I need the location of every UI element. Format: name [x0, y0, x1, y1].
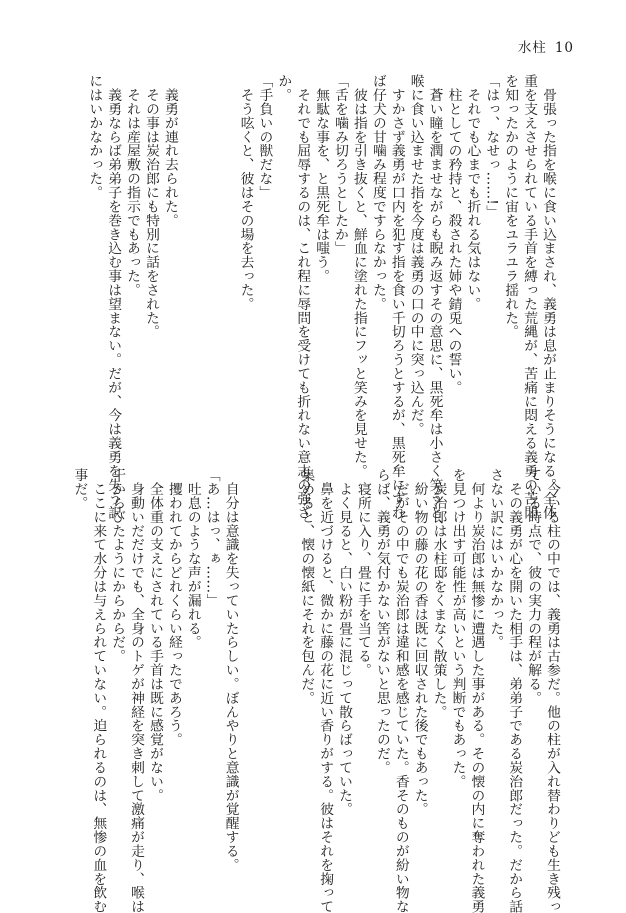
chapter-title: 水柱: [517, 40, 547, 56]
text-line: ている時点で、彼の実力の程が解る。: [525, 468, 542, 705]
text-line: 「あ…はっ、ぁ……」: [203, 468, 220, 608]
page-header: [510, 36, 574, 56]
text-line: を知ったかのように宙をユラユラ揺れた。: [502, 74, 519, 339]
text-line: 骨張った指を喉に食い込まされ、義勇は息が止まりそうになる。全体: [540, 74, 556, 520]
text-line: 義勇が連れ去られた。: [161, 74, 178, 228]
text-line: 炭治郎は水柱邸をくまなく散策した。: [430, 468, 447, 719]
text-line: 何より炭治郎は無惨に遭遇した事がある。その懐の内に奪われた義勇: [468, 468, 485, 913]
text-line: [217, 74, 236, 446]
text-line: [277, 468, 296, 868]
text-line: 寝所に入り、畳に手を当てる。: [354, 468, 371, 677]
text-line: [240, 468, 259, 868]
text-line: 無駄な事を、と黒死牟は嗤う。: [313, 74, 330, 283]
text-line: それでも屈辱するのは、これ程に辱問を受けても折れない意志の強さ: [294, 74, 311, 520]
text-line: すかさず義勇が口内を犯す指を食い千切ろうとするが、黒死牟にすれ: [388, 74, 405, 520]
text-line: それは産屋敷の指示でもあった。: [124, 74, 141, 297]
text-line: だがその中でも炭治郎は違和感を感じていた。香そのものが紛い物な: [392, 468, 409, 913]
text-line: 彼は指を引き抜くと、鮮血に塗れた指にフッと笑みを見せた。: [350, 74, 367, 478]
text-line: それでも心までも折れる気はない。: [464, 74, 481, 311]
text-line: らば、義勇が気付かない筈がないと思ったのだ。: [373, 468, 390, 775]
text-line: を見つけ出す可能性が高いという判断でもあった。: [449, 468, 466, 789]
text-line: 今いる柱の中では、義勇は古参だ。他の柱が入れ替わりども生き残っ: [544, 468, 560, 913]
text-line: [179, 74, 198, 446]
text-block-bottom: [69, 468, 561, 913]
text-line: 身動いだだけでも、全身のトゲが神経を突き刺して激痛が走り、喉は: [128, 468, 145, 913]
text-line: 喉に食い込ませた指を今度は義勇の口の中に突っ込んだ。: [407, 74, 424, 436]
text-line: 「手負いの獣だな」: [256, 74, 273, 200]
text-line: 集めると、懐の懐紙にそれを包んだ。: [298, 468, 315, 705]
text-line: 攫われてからどれくらい経ったであろう。: [165, 468, 182, 747]
text-line: [198, 74, 217, 446]
text-line: 柱としての矜持と、殺された姉や錆兎への誓い。: [445, 74, 462, 395]
text-line: 干からびたようにからからだ。: [109, 468, 126, 663]
text-line: よく見ると、白い粉が畳に混じって散らばっていた。: [336, 468, 353, 816]
text-line: にはいかなかった。: [86, 74, 103, 200]
text-line: 義勇ならば弟弟子を巻き込む事は望まない。だが、今は義勇を失う訳: [105, 74, 122, 520]
text-line: 自分は意識を失っていたらしい。ぼんやりと意識が覚醒する。: [222, 468, 239, 872]
text-line: 「はっ、なせっ……!」: [483, 74, 500, 219]
text-line: その事は炭治郎にも特別に話をされた。: [142, 74, 159, 339]
text-line: 鼻を近づけると、微かに藤の花に近い香りがする。彼はそれを掬って: [317, 468, 334, 913]
text-block-top: [84, 74, 557, 534]
text-line: [259, 468, 278, 868]
text-line: ば仔犬の甘噛み程度ですらなかった。: [369, 74, 386, 311]
text-line: 紛い物の藤の花の香は既に回収された後でもあった。: [411, 468, 428, 816]
text-line: そう呟くと、彼はその場を去った。: [237, 74, 254, 311]
text-line: か。: [275, 74, 292, 102]
text-line: その義勇が心を開いた相手は、弟弟子である炭治郎だった。だから話: [506, 468, 523, 913]
text-line: ここに来て水分は与えられていない。迫られるのは、無惨の血を飲む: [90, 468, 107, 913]
text-line: 全体重の支えにされている手首は既に感覚がない。: [146, 468, 163, 803]
text-line: 事だ。: [71, 468, 88, 510]
page-number: 10: [554, 40, 574, 56]
text-line: 「舌を噛み切ろうとしたか」: [332, 74, 349, 255]
text-line: 重を支えさせられている手首を縛った荒縄が、苦痛に悶える義勇の苦悶: [521, 74, 538, 520]
text-line: 蒼い瞳を潤ませながらも睨み返すその意思に、黒死牟は小さく笑うと、: [426, 74, 443, 534]
text-line: さない訳にはいかなかった。: [487, 468, 504, 649]
text-line: 吐息のような声が漏れる。: [184, 468, 201, 649]
